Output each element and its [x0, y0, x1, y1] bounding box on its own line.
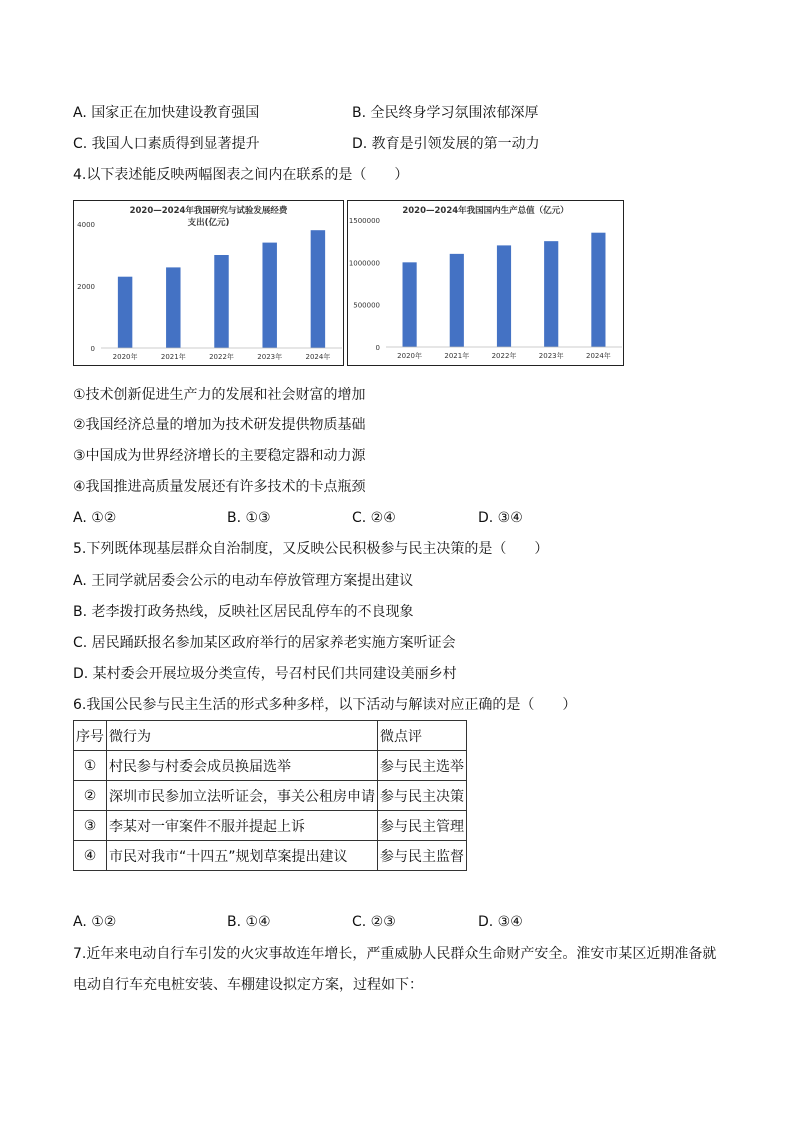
x-tick-label: 2021年: [160, 353, 186, 361]
table-cell-index: ③: [74, 811, 107, 841]
table-cell-index: ④: [74, 841, 107, 871]
table-cell-index: ②: [74, 781, 107, 811]
chart-title: 2020—2024年我国研究与试验发展经费: [129, 206, 288, 216]
y-tick-label: 1500000: [348, 217, 380, 225]
bar: [544, 241, 558, 347]
table-cell-comment: 参与民主管理: [378, 811, 467, 841]
table-header-cell: 微行为: [107, 721, 378, 751]
q3-option-b: B. 全民终身学习氛围浓郁深厚: [352, 105, 539, 121]
bar: [118, 277, 132, 348]
bar: [166, 267, 180, 348]
table-row: [74, 841, 467, 871]
bar: [311, 230, 325, 348]
q3-option-c: C. 我国人口素质得到显著提升: [73, 136, 260, 152]
y-tick-label: 500000: [353, 301, 380, 310]
q4-option-c: C. ②④: [352, 510, 396, 526]
q4-option-d: D. ③④: [478, 510, 523, 526]
table-row: [74, 811, 467, 841]
q6-option-d: D. ③④: [478, 914, 523, 930]
bar: [262, 243, 276, 348]
x-tick-label: 2024年: [585, 352, 611, 360]
q4-item-2: ②我国经济总量的增加为技术研发提供物质基础: [73, 417, 366, 433]
y-tick-label: 2000: [77, 283, 95, 291]
table-cell-action: 深圳市民参加立法听证会，事关公租房申请: [107, 781, 378, 811]
q6-stem: 6.我国公民参与民主生活的形式多种多样，以下活动与解读对应正确的是（ ）: [73, 697, 577, 713]
q4-item-4: ④我国推进高质量发展还有许多技术的卡点瓶颈: [73, 479, 366, 495]
x-tick-label: 2024年: [305, 353, 331, 361]
q4-item-1: ①技术创新促进生产力的发展和社会财富的增加: [73, 387, 366, 403]
table-header-cell: 序号: [74, 721, 107, 751]
q6-option-a: A. ①②: [73, 914, 117, 930]
y-tick-label: 0: [90, 345, 95, 353]
q3-option-d: D. 教育是引领发展的第一动力: [352, 136, 540, 152]
table-cell-comment: 参与民主监督: [378, 841, 467, 871]
table-row: [74, 781, 467, 811]
table-cell-action: 市民对我市“十四五”规划草案提出建议: [107, 841, 378, 871]
gdp-chart-svg: [348, 201, 623, 365]
q5-option-c: C. 居民踊跃报名参加某区政府举行的居家养老实施方案听证会: [73, 635, 456, 651]
q3-option-a: A. 国家正在加快建设教育强国: [73, 105, 260, 121]
q5-option-a: A. 王同学就居委会公示的电动车停放管理方案提出建议: [73, 573, 414, 589]
table-cell-action: 村民参与村委会成员换届选举: [107, 751, 378, 781]
table-cell-comment: 参与民主决策: [378, 781, 467, 811]
x-tick-label: 2020年: [397, 352, 423, 360]
q4-item-3: ③中国成为世界经济增长的主要稳定器和动力源: [73, 448, 366, 464]
rd-expenditure-chart: [73, 200, 344, 366]
q5-option-d: D. 某村委会开展垃圾分类宣传，号召村民们共同建设美丽乡村: [73, 666, 457, 682]
chart-title: 2020—2024年我国国内生产总值（亿元）: [402, 206, 569, 216]
table-cell-index: ①: [74, 751, 107, 781]
table-cell-action: 李某对一审案件不服并提起上诉: [107, 811, 378, 841]
bar: [591, 233, 605, 347]
q6-option-c: C. ②③: [352, 914, 396, 930]
y-tick-label: 4000: [77, 221, 95, 229]
x-tick-label: 2021年: [444, 352, 470, 360]
y-tick-label: 0: [375, 344, 380, 352]
q4-option-a: A. ①②: [73, 510, 117, 526]
q6-option-b: B. ①④: [227, 914, 271, 930]
bar: [403, 262, 417, 347]
x-tick-label: 2020年: [112, 353, 138, 361]
table-row: [74, 751, 467, 781]
q5-stem: 5.下列既体现基层群众自治制度，又反映公民积极参与民主决策的是（ ）: [73, 541, 549, 557]
x-tick-label: 2023年: [538, 352, 564, 360]
q4-option-b: B. ①③: [227, 510, 271, 526]
chart-subtitle: 支出(亿元): [187, 218, 230, 228]
q6-table: [73, 720, 467, 871]
bar: [497, 245, 511, 347]
q7-stem-line-1: 7.近年来电动自行车引发的火灾事故连年增长，严重威胁人民群众生命财产安全。淮安市某区近期准备就: [73, 946, 717, 962]
q4-stem: 4.以下表述能反映两幅图表之间内在联系的是（ ）: [73, 167, 409, 183]
rd-expenditure-chart-svg: [74, 201, 343, 365]
table-cell-comment: 参与民主选举: [378, 751, 467, 781]
gdp-chart: [347, 200, 624, 366]
bar: [450, 254, 464, 347]
q7-stem-line-2: 电动自行车充电桩安装、车棚建设拟定方案，过程如下：: [73, 977, 423, 993]
x-tick-label: 2023年: [257, 353, 283, 361]
table-header-row: [74, 721, 467, 751]
x-tick-label: 2022年: [209, 353, 234, 361]
table-header-cell: 微点评: [378, 721, 467, 751]
q5-option-b: B. 老李拨打政务热线，反映社区居民乱停车的不良现象: [73, 604, 414, 620]
bar: [214, 255, 228, 348]
x-tick-label: 2022年: [491, 352, 517, 360]
y-tick-label: 1000000: [348, 259, 380, 268]
